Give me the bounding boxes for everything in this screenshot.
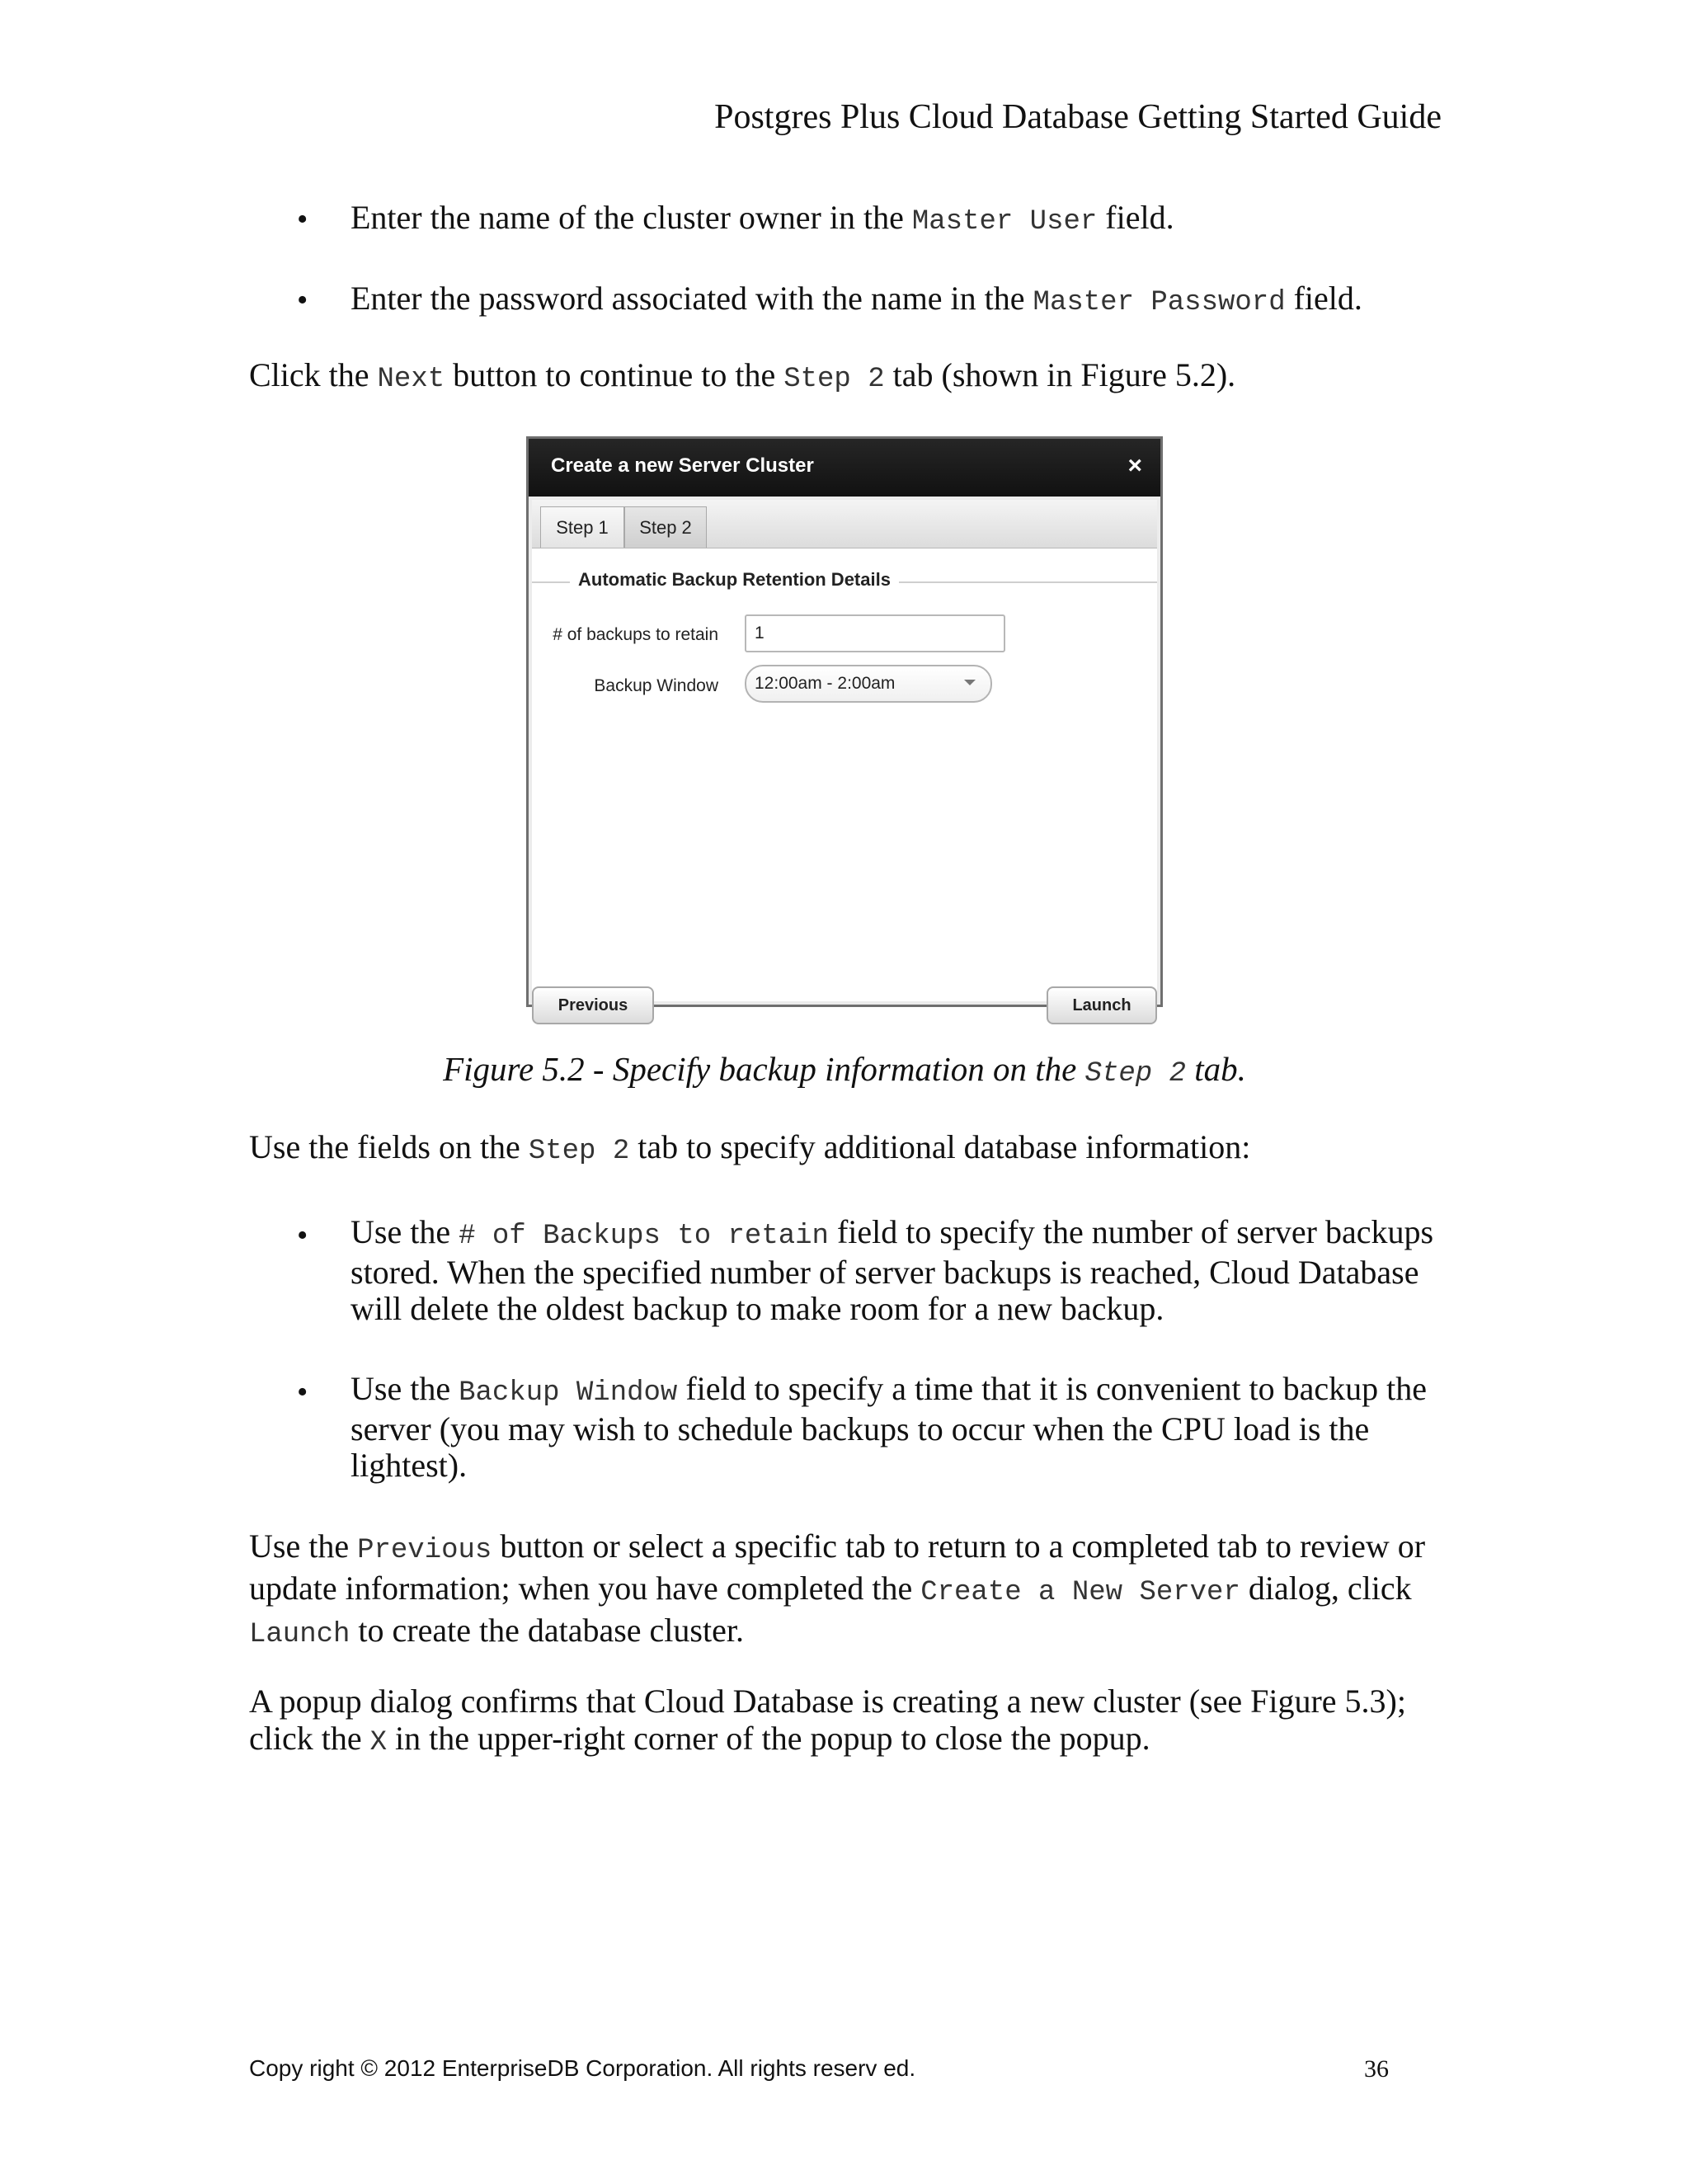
dialog-title: Create a new Server Cluster [551, 454, 814, 477]
figure-caption: Figure 5.2 - Specify backup information on the Step 2 tab. [443, 1050, 1246, 1090]
bullet-master-user: Enter the name of the cluster owner in the Master User field. [351, 199, 1174, 238]
previous-button-paragraph: Use the Previous button or select a specific tab to return to a completed tab to review or update information; when you have completed the Create a New Server dialog, click Launch to create the database cluster. [249, 1527, 1426, 1650]
bullet-marker: • [297, 1375, 308, 1410]
bullet-backup-window: Use the Backup Window field to specify a time that it is convenient to backup the server (you may wish to schedule backups to occur when the CPU load is the lightest). [351, 1370, 1427, 1484]
click-next-paragraph: Click the Next button to continue to the Step 2 tab (shown in Figure 5.2). [249, 356, 1236, 395]
tab-bar [532, 500, 1157, 548]
dialog-titlebar [529, 439, 1160, 497]
bullet-marker: • [297, 1218, 308, 1253]
backup-window-value: 12:00am - 2:00am [755, 674, 896, 693]
chevron-down-icon [964, 680, 976, 685]
page-header: Postgres Plus Cloud Database Getting Started Guide [714, 98, 1442, 136]
create-server-cluster-dialog [526, 436, 1163, 1014]
bullet-marker: • [297, 283, 308, 318]
close-icon[interactable]: × [1127, 452, 1142, 479]
fieldset-legend: Automatic Backup Retention Details [570, 569, 899, 591]
bullet-master-password: Enter the password associated with the name in the Master Password field. [351, 280, 1362, 318]
tab-step-1[interactable]: Step 1 [540, 506, 624, 548]
backup-window-label: Backup Window [594, 676, 718, 695]
dialog-body [532, 500, 1157, 1014]
bullet-marker: • [297, 202, 308, 237]
backups-to-retain-label: # of backups to retain [553, 625, 718, 644]
footer-copyright: Copy right © 2012 EnterpriseDB Corporation. All rights reserv ed. [249, 2055, 916, 2081]
backups-to-retain-input[interactable]: 1 [745, 614, 1005, 652]
previous-button[interactable]: Previous [532, 986, 654, 1024]
backup-window-select[interactable] [745, 665, 992, 703]
page-number: 36 [1364, 2055, 1389, 2083]
tab-step-2[interactable]: Step 2 [624, 506, 707, 548]
popup-paragraph: A popup dialog confirms that Cloud Database is creating a new cluster (see Figure 5.3); click the X in the upper-right corner of the popup to close the popup. [249, 1683, 1406, 1758]
bullet-backups-to-retain: Use the # of Backups to retain field to specify the number of server backups stored. When the specified number of server backups is reached, Cloud Database will delete the oldest backup to make room for a new backup. [351, 1213, 1434, 1327]
use-fields-paragraph: Use the fields on the Step 2 tab to specify additional database information: [249, 1128, 1251, 1167]
launch-button[interactable]: Launch [1047, 986, 1157, 1024]
